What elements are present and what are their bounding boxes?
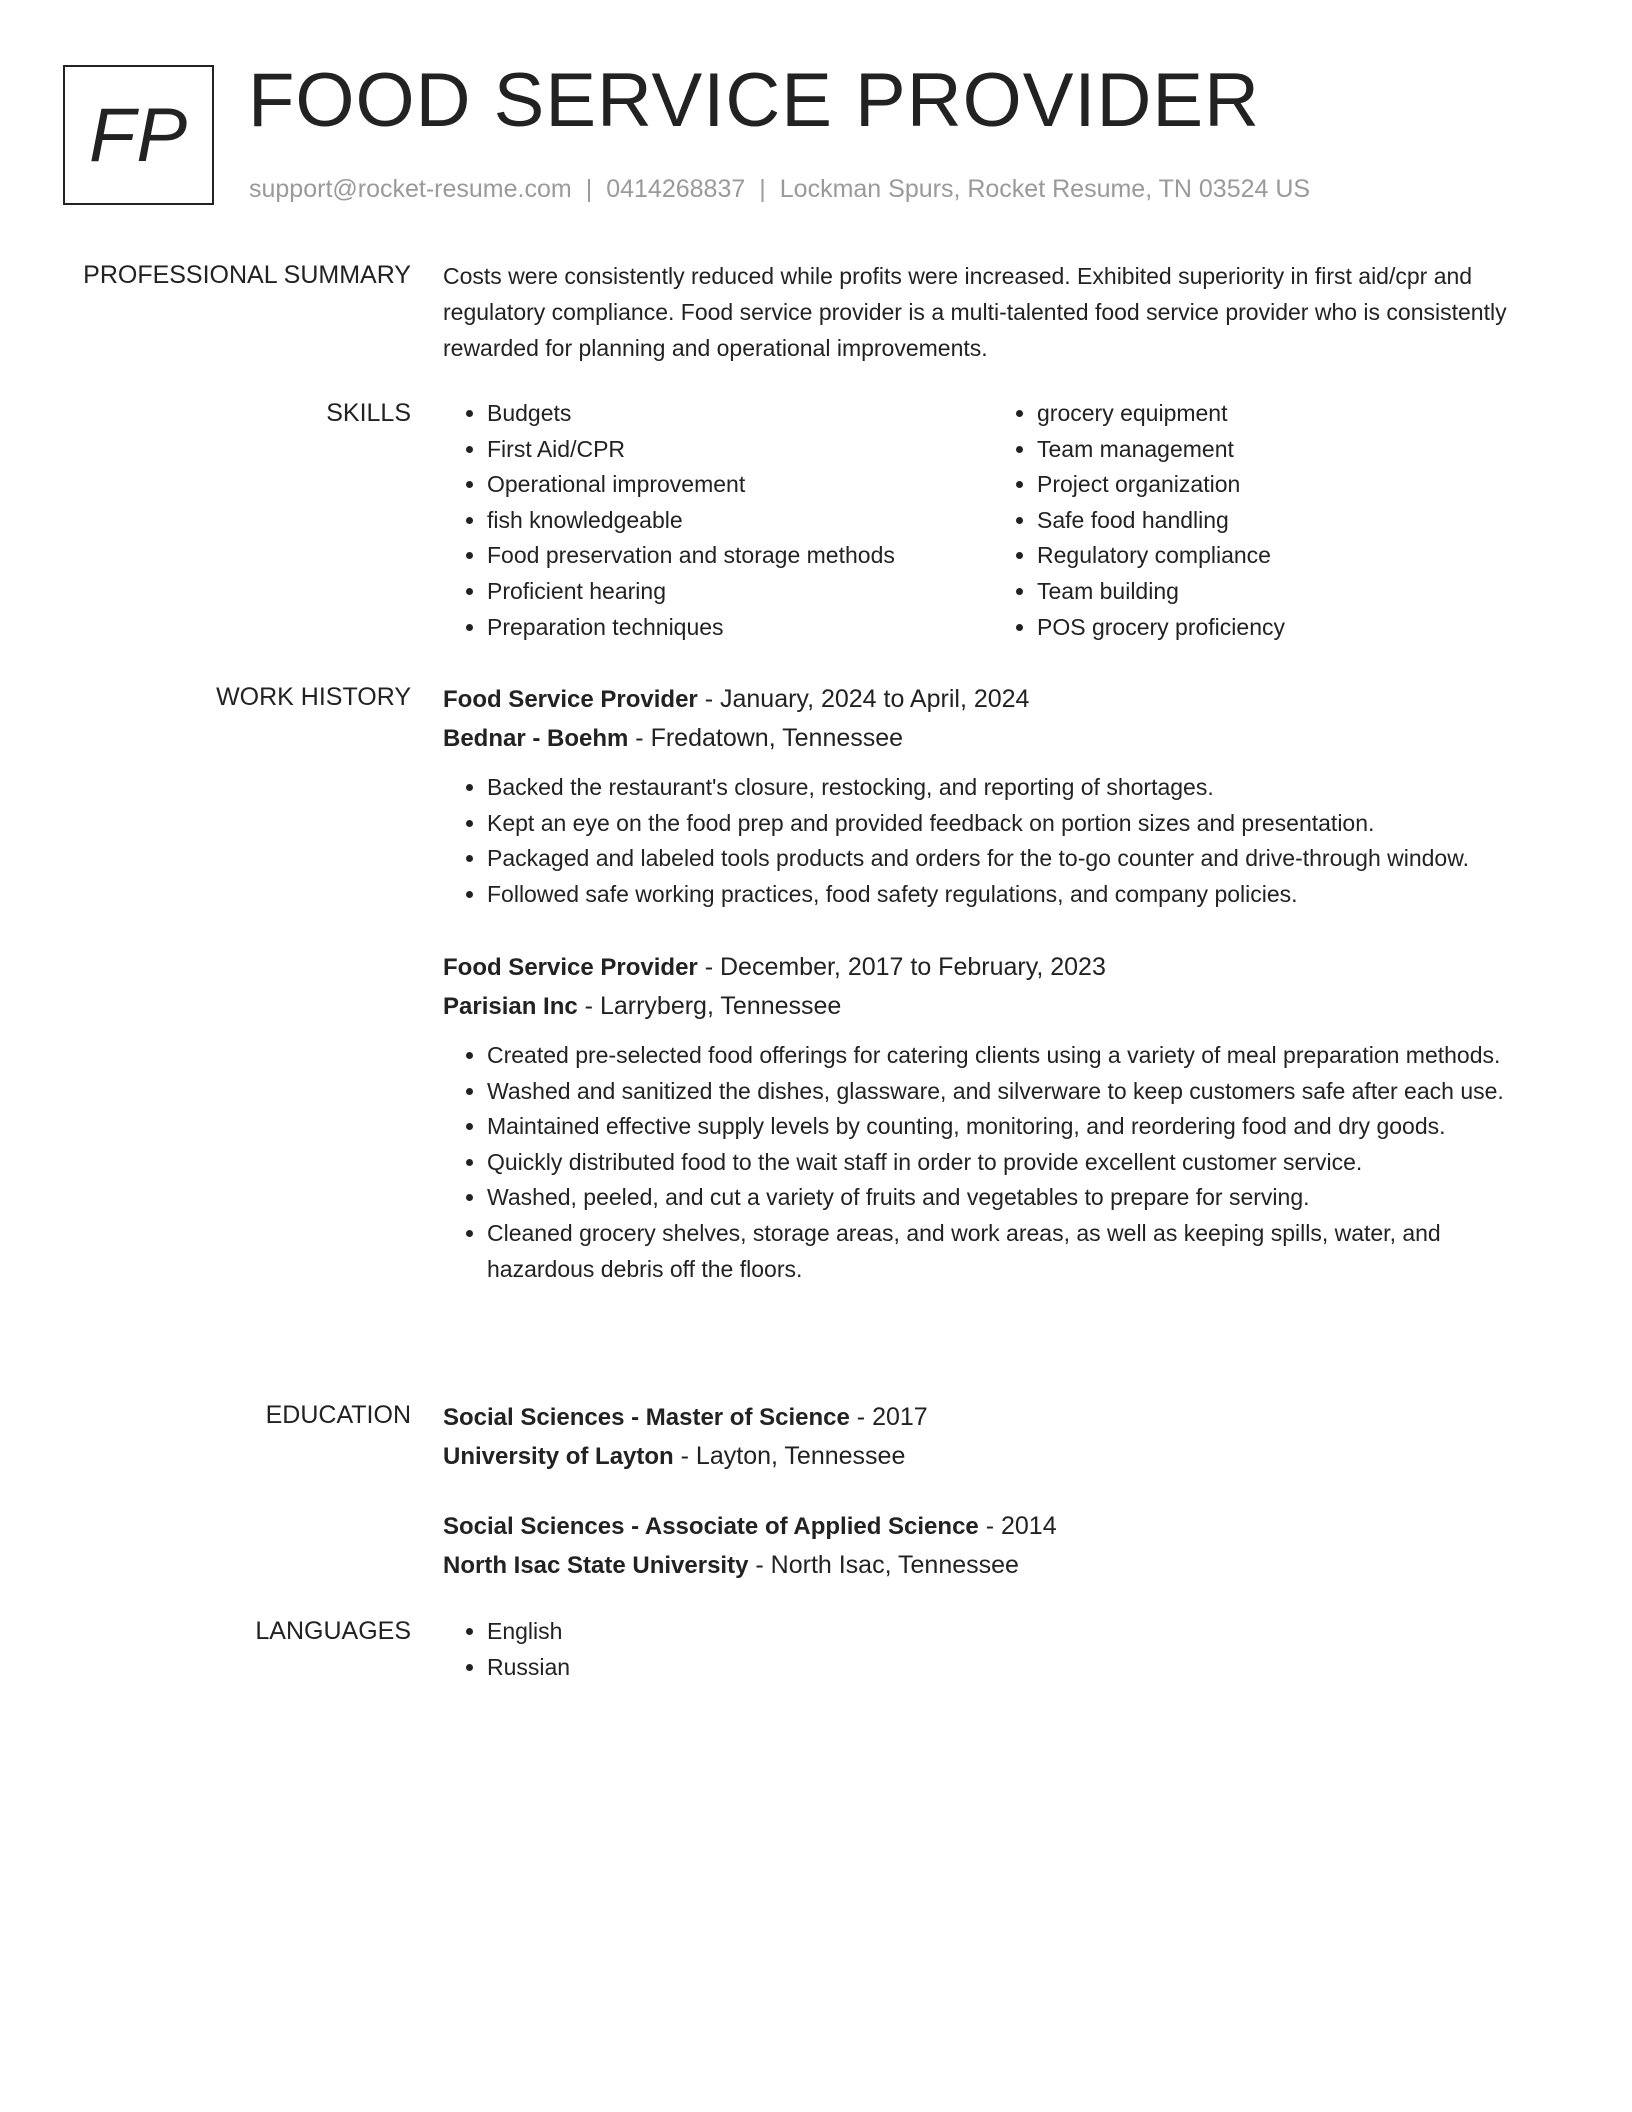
skills-list-right (993, 396, 1543, 645)
list-item: • Packaged and labeled tools products and orders for the to-go counter and drive-through window. (487, 841, 1543, 877)
skill-item: • POS grocery proficiency (1037, 610, 1543, 646)
section-title-summary: PROFESSIONAL SUMMARY (83, 261, 411, 289)
skills-list-left (443, 396, 993, 645)
degree-year: - 2017 (849, 1403, 928, 1431)
section-title-languages: LANGUAGES (255, 1617, 411, 1645)
job-dates: - January, 2024 to April, 2024 (697, 685, 1030, 713)
summary-text: Costs were consistently reduced while profits were increased. Exhibited superiority in first aid/cpr and regulatory compliance. Food service provider is a multi-talented food service provider who is consistently rewarded for planning and operational improvements. (443, 263, 1507, 361)
job-location: - Larryberg, Tennessee (577, 992, 842, 1020)
skill-item: • Team management (1037, 432, 1543, 468)
education-entry (443, 1398, 1543, 1476)
skill-item: • Preparation techniques (487, 610, 993, 646)
skill-item: • Budgets (487, 396, 993, 432)
school-line (443, 1546, 1543, 1585)
skill-item: • Safe food handling (1037, 503, 1543, 539)
job-dates: - December, 2017 to February, 2023 (697, 953, 1106, 981)
skill-item: • First Aid/CPR (487, 432, 993, 468)
school: University of Layton (443, 1443, 674, 1470)
job-role: Food Service Provider (443, 954, 698, 981)
list-item: • Washed and sanitized the dishes, glassware, and silverware to keep customers safe after each use. (487, 1074, 1543, 1110)
list-item: • Created pre-selected food offerings for catering clients using a variety of meal preparation methods. (487, 1038, 1543, 1074)
school: North Isac State University (443, 1552, 749, 1579)
section-title-education: EDUCATION (265, 1401, 411, 1429)
list-item: • Followed safe working practices, food safety regulations, and company policies. (487, 877, 1543, 913)
job-entry (443, 948, 1543, 1287)
job-company-line (443, 719, 1543, 758)
job-bullets (443, 1038, 1543, 1287)
job-entry (443, 680, 1543, 912)
section-title-work-history: WORK HISTORY (216, 683, 411, 711)
job-company-line (443, 987, 1543, 1026)
job-company: Bednar - Boehm (443, 725, 629, 752)
job-title-line (443, 948, 1543, 987)
job-title-line (443, 680, 1543, 719)
separator: | (585, 175, 593, 203)
job-company: Parisian Inc (443, 993, 578, 1020)
skill-item: • grocery equipment (1037, 396, 1543, 432)
school-location: - North Isac, Tennessee (748, 1551, 1019, 1579)
language-item: • Russian (487, 1650, 1543, 1686)
contact-line (249, 174, 1310, 204)
phone-number: 0414268837 (606, 175, 746, 203)
education-entry (443, 1507, 1543, 1585)
list-item: • Washed, peeled, and cut a variety of fruits and vegetables to prepare for serving. (487, 1180, 1543, 1216)
degree-line (443, 1507, 1543, 1546)
skill-item: • Operational improvement (487, 467, 993, 503)
list-item: • Maintained effective supply levels by counting, monitoring, and reordering food and dry goods. (487, 1109, 1543, 1145)
school-line (443, 1437, 1543, 1476)
language-item: • English (487, 1614, 1543, 1650)
job-role: Food Service Provider (443, 686, 698, 713)
skill-item: • Proficient hearing (487, 574, 993, 610)
languages-list (443, 1614, 1543, 1685)
page-title: FOOD SERVICE PROVIDER (248, 58, 1261, 143)
skill-item: • Food preservation and storage methods (487, 538, 993, 574)
skill-item: • Project organization (1037, 467, 1543, 503)
email-link[interactable]: support@rocket-resume.com (249, 175, 572, 203)
address: Lockman Spurs, Rocket Resume, TN 03524 US (779, 175, 1311, 203)
degree-year: - 2014 (978, 1512, 1057, 1540)
skills-body (443, 396, 1543, 645)
list-item: • Cleaned grocery shelves, storage areas, and work areas, as well as keeping spills, water, and hazardous debris off the floors. (487, 1216, 1543, 1287)
section-title-skills: SKILLS (326, 399, 411, 427)
separator: | (759, 175, 766, 203)
monogram: FP (63, 65, 214, 205)
job-location: - Fredatown, Tennessee (628, 724, 904, 752)
summary-body (443, 258, 1543, 366)
list-item: • Kept an eye on the food prep and provided feedback on portion sizes and presentation. (487, 806, 1543, 842)
degree: Social Sciences - Master of Science (443, 1404, 850, 1431)
skill-item: • Team building (1037, 574, 1543, 610)
list-item: • Quickly distributed food to the wait staff in order to provide excellent customer service. (487, 1145, 1543, 1181)
degree-line (443, 1398, 1543, 1437)
school-location: - Layton, Tennessee (673, 1442, 906, 1470)
job-bullets (443, 770, 1543, 912)
list-item: • Backed the restaurant's closure, restocking, and reporting of shortages. (487, 770, 1543, 806)
skill-item: • fish knowledgeable (487, 503, 993, 539)
degree: Social Sciences - Associate of Applied Science (443, 1513, 979, 1540)
skill-item: • Regulatory compliance (1037, 538, 1543, 574)
languages-body (443, 1614, 1543, 1685)
